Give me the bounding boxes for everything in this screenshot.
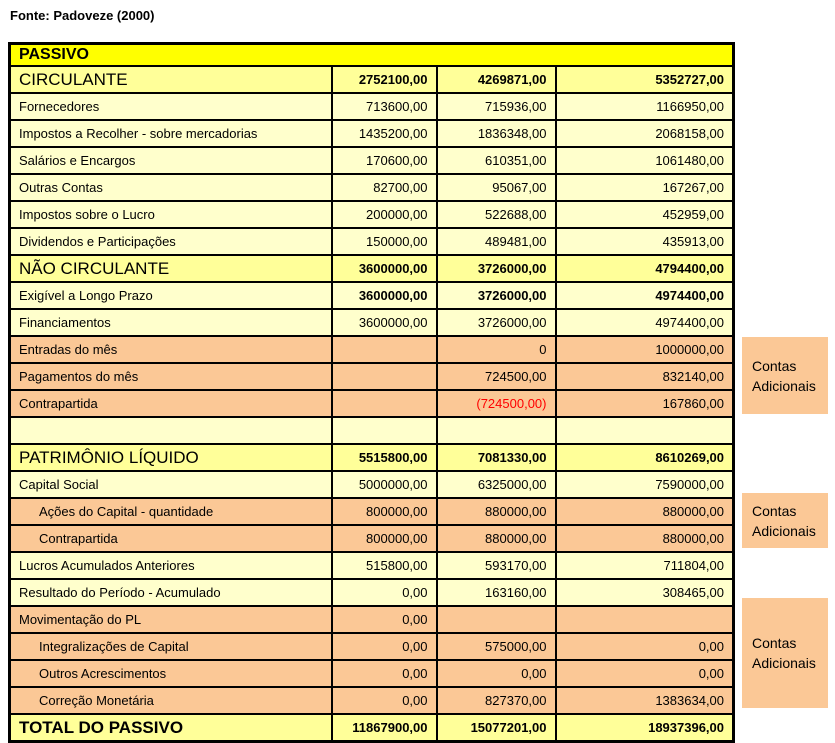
row-value: 1000000,00 <box>556 336 734 363</box>
row-label: CIRCULANTE <box>10 66 332 93</box>
row-value: 0,00 <box>332 633 437 660</box>
row-value: 1435200,00 <box>332 120 437 147</box>
row-value: 0,00 <box>332 606 437 633</box>
table-row <box>10 309 734 336</box>
row-value: 308465,00 <box>556 579 734 606</box>
row-label <box>10 417 332 444</box>
row-value: 2752100,00 <box>332 66 437 93</box>
row-value: 200000,00 <box>332 201 437 228</box>
row-label: Capital Social <box>10 471 332 498</box>
table-row <box>10 579 734 606</box>
table-row <box>10 687 734 714</box>
side-note-text: Contas <box>752 502 797 519</box>
table-row <box>10 93 734 120</box>
side-note-text: Adicionais <box>752 522 816 539</box>
row-value: 150000,00 <box>332 228 437 255</box>
row-value: 163160,00 <box>437 579 556 606</box>
row-value: 1166950,00 <box>556 93 734 120</box>
row-value: 6325000,00 <box>437 471 556 498</box>
row-value: 0,00 <box>556 660 734 687</box>
table-row <box>10 660 734 687</box>
row-value: 880000,00 <box>556 498 734 525</box>
row-value: 167860,00 <box>556 390 734 417</box>
row-label: Outros Acrescimentos <box>10 660 332 687</box>
row-value: 3726000,00 <box>437 282 556 309</box>
row-value: 95067,00 <box>437 174 556 201</box>
row-value: 4269871,00 <box>437 66 556 93</box>
row-value: 800000,00 <box>332 525 437 552</box>
row-label: Contrapartida <box>10 390 332 417</box>
side-note-contas-adicionais-3 <box>742 598 828 708</box>
row-value: 7081330,00 <box>437 444 556 471</box>
row-label: Dividendos e Participações <box>10 228 332 255</box>
table-row <box>10 174 734 201</box>
row-value: (724500,00) <box>437 390 556 417</box>
table-row <box>10 390 734 417</box>
row-value: 7590000,00 <box>556 471 734 498</box>
row-value <box>437 417 556 444</box>
row-label: Impostos sobre o Lucro <box>10 201 332 228</box>
side-note-contas-adicionais-1 <box>742 337 828 414</box>
row-value: 827370,00 <box>437 687 556 714</box>
row-label: Impostos a Recolher - sobre mercadorias <box>10 120 332 147</box>
table-row <box>10 228 734 255</box>
table-title: PASSIVO <box>10 44 734 67</box>
table-row <box>10 471 734 498</box>
row-value: 1383634,00 <box>556 687 734 714</box>
side-note-text: Adicionais <box>752 655 816 671</box>
side-note-text: Contas <box>752 357 797 374</box>
row-value: 1836348,00 <box>437 120 556 147</box>
table-row <box>10 714 734 742</box>
row-value: 3726000,00 <box>437 255 556 282</box>
row-value: 0,00 <box>437 660 556 687</box>
table-row <box>10 201 734 228</box>
row-value: 832140,00 <box>556 363 734 390</box>
row-value: 170600,00 <box>332 147 437 174</box>
row-value: 575000,00 <box>437 633 556 660</box>
table-row <box>10 255 734 282</box>
row-value: 5000000,00 <box>332 471 437 498</box>
row-label: Resultado do Período - Acumulado <box>10 579 332 606</box>
row-value: 8610269,00 <box>556 444 734 471</box>
table-row <box>10 147 734 174</box>
row-value: 515800,00 <box>332 552 437 579</box>
row-value: 489481,00 <box>437 228 556 255</box>
table-row <box>10 525 734 552</box>
row-value <box>332 417 437 444</box>
row-value <box>332 336 437 363</box>
table-row <box>10 633 734 660</box>
row-value: 610351,00 <box>437 147 556 174</box>
row-value: 4794400,00 <box>556 255 734 282</box>
row-label: Financiamentos <box>10 309 332 336</box>
row-value: 82700,00 <box>332 174 437 201</box>
row-value <box>556 417 734 444</box>
row-value: 715936,00 <box>437 93 556 120</box>
table-row <box>10 417 734 444</box>
row-label: Pagamentos do mês <box>10 363 332 390</box>
table-row <box>10 444 734 471</box>
row-label: Ações do Capital - quantidade <box>10 498 332 525</box>
row-value: 4974400,00 <box>556 309 734 336</box>
row-value: 435913,00 <box>556 228 734 255</box>
row-value: 711804,00 <box>556 552 734 579</box>
row-value: 0,00 <box>332 687 437 714</box>
table-title-row <box>10 44 734 67</box>
row-value: 1061480,00 <box>556 147 734 174</box>
row-label: Outras Contas <box>10 174 332 201</box>
row-value <box>332 363 437 390</box>
row-value: 713600,00 <box>332 93 437 120</box>
row-value: 2068158,00 <box>556 120 734 147</box>
row-label: Entradas do mês <box>10 336 332 363</box>
row-value: 3600000,00 <box>332 255 437 282</box>
side-note-text: Contas <box>752 635 797 651</box>
row-value <box>332 390 437 417</box>
row-value <box>437 606 556 633</box>
row-value: 3600000,00 <box>332 309 437 336</box>
row-value: 0 <box>437 336 556 363</box>
row-value: 593170,00 <box>437 552 556 579</box>
row-label: Integralizações de Capital <box>10 633 332 660</box>
row-label: NÃO CIRCULANTE <box>10 255 332 282</box>
row-value: 724500,00 <box>437 363 556 390</box>
side-note-contas-adicionais-2 <box>742 493 828 548</box>
row-label: Exigível a Longo Prazo <box>10 282 332 309</box>
row-value: 522688,00 <box>437 201 556 228</box>
row-value: 15077201,00 <box>437 714 556 742</box>
table-row <box>10 552 734 579</box>
table-row <box>10 336 734 363</box>
row-value: 5352727,00 <box>556 66 734 93</box>
row-value: 452959,00 <box>556 201 734 228</box>
row-value: 0,00 <box>332 660 437 687</box>
source-citation: Fonte: Padoveze (2000) <box>10 8 155 23</box>
table-row <box>10 120 734 147</box>
table-row <box>10 606 734 633</box>
row-label: TOTAL DO PASSIVO <box>10 714 332 742</box>
row-label: PATRIMÔNIO LÍQUIDO <box>10 444 332 471</box>
row-label: Lucros Acumulados Anteriores <box>10 552 332 579</box>
row-value: 11867900,00 <box>332 714 437 742</box>
table-row <box>10 282 734 309</box>
table-row <box>10 66 734 93</box>
row-label: Fornecedores <box>10 93 332 120</box>
table-row <box>10 498 734 525</box>
row-value: 18937396,00 <box>556 714 734 742</box>
passivo-balance-table <box>8 42 735 743</box>
row-value: 880000,00 <box>437 525 556 552</box>
table-row <box>10 363 734 390</box>
row-label: Movimentação do PL <box>10 606 332 633</box>
row-value: 880000,00 <box>437 498 556 525</box>
row-value: 0,00 <box>556 633 734 660</box>
row-value: 3726000,00 <box>437 309 556 336</box>
row-value: 4974400,00 <box>556 282 734 309</box>
row-label: Salários e Encargos <box>10 147 332 174</box>
side-note-text: Adicionais <box>752 377 816 394</box>
row-value: 800000,00 <box>332 498 437 525</box>
row-value <box>556 606 734 633</box>
row-value: 3600000,00 <box>332 282 437 309</box>
row-label: Correção Monetária <box>10 687 332 714</box>
row-value: 880000,00 <box>556 525 734 552</box>
row-value: 0,00 <box>332 579 437 606</box>
row-label: Contrapartida <box>10 525 332 552</box>
row-value: 5515800,00 <box>332 444 437 471</box>
row-value: 167267,00 <box>556 174 734 201</box>
